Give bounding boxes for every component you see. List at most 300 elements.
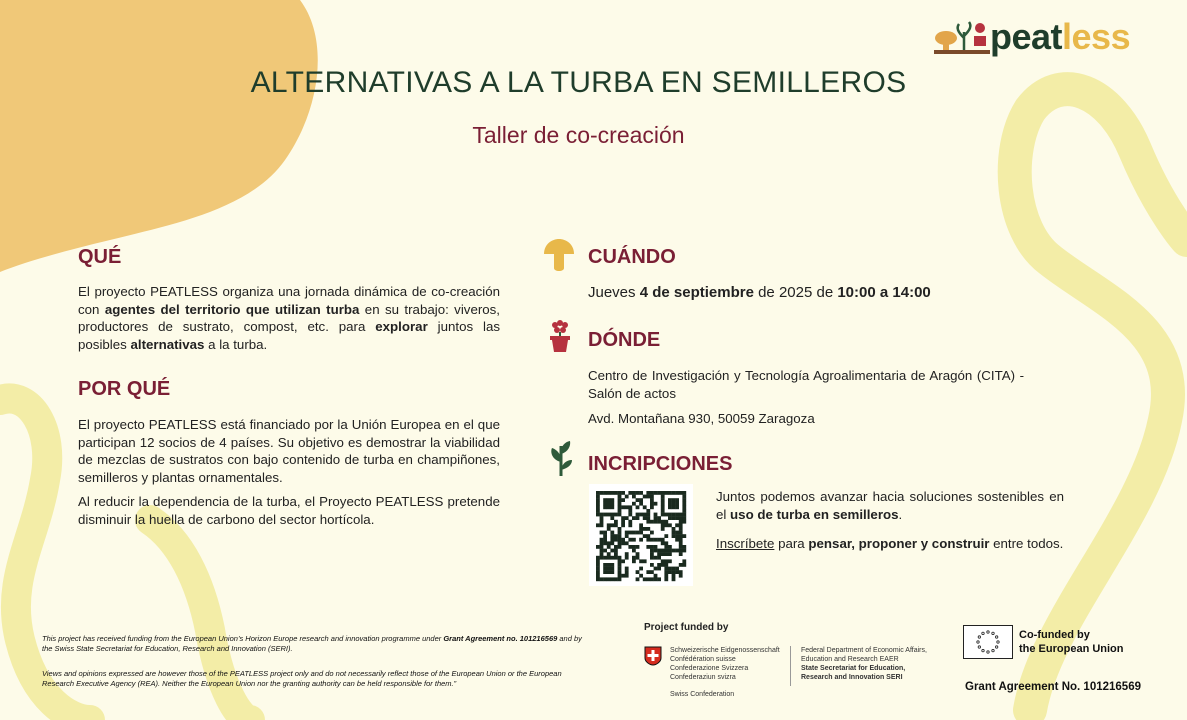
qr-module xyxy=(661,502,665,506)
project-funded-by: Project funded by xyxy=(644,622,729,633)
qr-module xyxy=(679,563,683,567)
qr-module xyxy=(628,538,632,542)
qr-module xyxy=(607,552,611,556)
qr-module xyxy=(636,545,640,549)
qr-module xyxy=(668,549,672,553)
qr-module xyxy=(679,527,683,531)
qr-module xyxy=(618,534,622,538)
qr-module xyxy=(628,505,632,509)
qr-module xyxy=(603,534,607,538)
qr-module xyxy=(675,570,679,574)
qr-module xyxy=(636,570,640,574)
qr-module xyxy=(672,567,676,571)
qr-module xyxy=(603,541,607,545)
qr-module xyxy=(614,549,618,553)
qr-module xyxy=(654,574,658,578)
qr-module xyxy=(664,491,668,495)
qr-module xyxy=(618,559,622,563)
inscripciones-bold-1: uso de turba en semilleros xyxy=(730,506,899,522)
qr-module xyxy=(607,491,611,495)
qr-module xyxy=(664,523,668,527)
qr-module xyxy=(654,520,658,524)
qr-module xyxy=(603,502,607,506)
peatless-logo xyxy=(934,16,1149,60)
qr-module xyxy=(654,516,658,520)
qr-module xyxy=(654,538,658,542)
qr-module xyxy=(596,502,600,506)
funding-grant: Grant Agreement no. 101216569 xyxy=(443,634,558,643)
qr-module xyxy=(610,577,614,581)
qr-module xyxy=(646,570,650,574)
eu-line-2: the European Union xyxy=(1019,643,1124,655)
qr-module xyxy=(621,559,625,563)
qr-module xyxy=(596,559,600,563)
que-bold-2: explorar xyxy=(375,319,428,334)
qr-module xyxy=(661,527,665,531)
qr-module xyxy=(654,577,658,581)
qr-module xyxy=(675,549,679,553)
eaer-department xyxy=(801,646,927,682)
qr-module xyxy=(625,534,629,538)
qr-module xyxy=(672,502,676,506)
qr-module xyxy=(603,498,607,502)
qr-module xyxy=(650,563,654,567)
qr-module xyxy=(625,570,629,574)
dept-line-1: Federal Department of Economic Affairs, xyxy=(801,647,927,654)
qr-module xyxy=(643,495,647,499)
que-text xyxy=(78,283,500,353)
qr-module xyxy=(668,567,672,571)
qr-module xyxy=(661,498,665,502)
qr-module xyxy=(625,552,629,556)
qr-module xyxy=(664,534,668,538)
qr-module xyxy=(621,541,625,545)
qr-module xyxy=(661,541,665,545)
qr-module xyxy=(661,559,665,563)
qr-code-image xyxy=(589,484,693,586)
qr-module xyxy=(668,505,672,509)
qr-module xyxy=(654,549,658,553)
qr-module xyxy=(618,538,622,542)
qr-module xyxy=(614,545,618,549)
qr-module xyxy=(614,538,618,542)
qr-module xyxy=(596,563,600,567)
qr-module xyxy=(596,513,600,517)
qr-module xyxy=(618,495,622,499)
qr-module xyxy=(607,556,611,560)
funding-statement xyxy=(42,634,587,654)
qr-module xyxy=(607,523,611,527)
qr-module xyxy=(661,520,665,524)
porque-heading: POR QUÉ xyxy=(78,378,171,400)
qr-module xyxy=(650,498,654,502)
qr-module xyxy=(607,498,611,502)
qr-module xyxy=(657,556,661,560)
qr-module xyxy=(664,559,668,563)
porque-paragraph-2: Al reducir la dependencia de la turba, el Proyecto PEATLESS pretende disminuir la huella de carbono del sector hortícola. xyxy=(78,494,500,527)
qr-module xyxy=(668,523,672,527)
qr-module xyxy=(621,491,625,495)
qr-module xyxy=(672,574,676,578)
qr-module xyxy=(675,502,679,506)
qr-module xyxy=(668,552,672,556)
funding-text-1: This project has received funding from the European Union’s Horizon Europe research and innovation programme under xyxy=(42,634,444,643)
qr-module xyxy=(646,520,650,524)
qr-module xyxy=(632,556,636,560)
qr-module xyxy=(607,527,611,531)
qr-module xyxy=(682,516,686,520)
donde-heading: DÓNDE xyxy=(588,329,661,351)
qr-module xyxy=(607,545,611,549)
qr-module xyxy=(654,556,658,560)
qr-module xyxy=(636,556,640,560)
qr-module xyxy=(661,495,665,499)
logo-text-less: less xyxy=(1062,16,1131,57)
qr-module xyxy=(664,567,668,571)
qr-module xyxy=(672,577,676,581)
qr-module xyxy=(646,516,650,520)
qr-module xyxy=(668,516,672,520)
qr-module xyxy=(682,534,686,538)
qr-module xyxy=(618,513,622,517)
qr-module xyxy=(639,491,643,495)
qr-module xyxy=(672,491,676,495)
qr-module xyxy=(646,495,650,499)
qr-module xyxy=(621,574,625,578)
qr-module xyxy=(643,516,647,520)
qr-module xyxy=(618,531,622,535)
qr-module xyxy=(636,552,640,556)
cuando-heading: CUÁNDO xyxy=(588,246,676,268)
qr-module xyxy=(657,516,661,520)
porque-paragraph-1: El proyecto PEATLESS está financiado por la Unión Europea en el que participan 12 socios de 4 países. Su objetivo es demostrar la viabilidad de mezclas de sustratos con bajo contenido de turba en champiñones, semilleros y plantas ornamentales. xyxy=(78,417,500,485)
potted-flower-icon xyxy=(548,316,572,354)
qr-module xyxy=(603,567,607,571)
qr-module xyxy=(654,513,658,517)
qr-module xyxy=(657,577,661,581)
qr-module xyxy=(603,538,607,542)
qr-module xyxy=(668,498,672,502)
swiss-flag-icon xyxy=(644,646,662,666)
qr-module xyxy=(607,505,611,509)
cuando-text xyxy=(588,284,931,301)
qr-module xyxy=(596,574,600,578)
qr-module xyxy=(679,570,683,574)
qr-module xyxy=(603,531,607,535)
qr-module xyxy=(596,495,600,499)
qr-module xyxy=(668,513,672,517)
qr-module xyxy=(661,523,665,527)
qr-module xyxy=(607,570,611,574)
qr-module xyxy=(661,491,665,495)
qr-module xyxy=(607,541,611,545)
swiss-confederation: Swiss Confederation xyxy=(670,691,735,698)
qr-module xyxy=(682,491,686,495)
qr-module xyxy=(639,527,643,531)
qr-module xyxy=(610,498,614,502)
donde-address-line-2: Avd. Montañana 930, 50059 Zaragoza xyxy=(588,411,815,426)
qr-module xyxy=(650,531,654,535)
qr-module xyxy=(675,498,679,502)
inscripciones-text-1 xyxy=(716,488,1064,523)
inscripciones-text-2a: para xyxy=(774,536,809,551)
qr-module xyxy=(650,505,654,509)
qr-module xyxy=(639,574,643,578)
qr-module xyxy=(600,538,604,542)
qr-module xyxy=(607,577,611,581)
qr-module xyxy=(661,505,665,509)
swiss-lang-it: Confederazione Svizzera xyxy=(670,665,749,672)
qr-module xyxy=(610,502,614,506)
qr-module xyxy=(643,577,647,581)
qr-module xyxy=(603,491,607,495)
qr-module xyxy=(664,563,668,567)
qr-module xyxy=(636,516,640,520)
qr-module xyxy=(610,570,614,574)
qr-module xyxy=(639,538,643,542)
qr-module xyxy=(636,513,640,517)
qr-module xyxy=(657,538,661,542)
qr-module xyxy=(682,505,686,509)
qr-module xyxy=(679,516,683,520)
qr-module xyxy=(596,505,600,509)
qr-module xyxy=(657,549,661,553)
qr-module xyxy=(618,574,622,578)
qr-module xyxy=(618,563,622,567)
qr-module xyxy=(596,509,600,513)
qr-module xyxy=(650,570,654,574)
qr-module xyxy=(643,559,647,563)
qr-module xyxy=(618,577,622,581)
qr-module xyxy=(679,545,683,549)
qr-module xyxy=(628,491,632,495)
qr-module xyxy=(600,577,604,581)
qr-module xyxy=(625,567,629,571)
qr-module xyxy=(628,509,632,513)
qr-module xyxy=(675,505,679,509)
qr-module xyxy=(661,552,665,556)
qr-module xyxy=(628,513,632,517)
qr-module xyxy=(632,495,636,499)
qr-module xyxy=(650,502,654,506)
qr-module xyxy=(600,516,604,520)
qr-module xyxy=(679,552,683,556)
qr-module xyxy=(618,545,622,549)
qr-module xyxy=(675,516,679,520)
qr-module xyxy=(596,498,600,502)
qr-module xyxy=(650,495,654,499)
qr-module xyxy=(610,556,614,560)
qr-module xyxy=(614,523,618,527)
qr-module xyxy=(618,527,622,531)
qr-module xyxy=(610,563,614,567)
qr-module xyxy=(643,527,647,531)
qr-module xyxy=(668,545,672,549)
seri-line-2: Research and Innovation SERI xyxy=(801,674,903,681)
qr-module xyxy=(664,570,668,574)
qr-module xyxy=(654,567,658,571)
eu-cofunded xyxy=(1019,628,1124,656)
qr-module xyxy=(621,538,625,542)
qr-module xyxy=(661,563,665,567)
qr-module xyxy=(596,577,600,581)
qr-module xyxy=(672,513,676,517)
qr-module xyxy=(618,570,622,574)
qr-module xyxy=(682,495,686,499)
mushroom-icon xyxy=(542,238,576,274)
qr-module xyxy=(610,541,614,545)
qr-module xyxy=(679,513,683,517)
que-bold-1: agentes del territorio que utilizan turba xyxy=(104,301,360,317)
qr-module xyxy=(610,531,614,535)
qr-module xyxy=(607,502,611,506)
qr-module xyxy=(675,538,679,542)
qr-module xyxy=(646,545,650,549)
qr-module xyxy=(603,549,607,553)
qr-module xyxy=(679,574,683,578)
qr-module xyxy=(600,531,604,535)
qr-module xyxy=(618,502,622,506)
qr-module xyxy=(672,505,676,509)
qr-module xyxy=(657,491,661,495)
qr-module xyxy=(664,513,668,517)
cuando-text-2: de 2025 de xyxy=(753,284,838,301)
qr-module xyxy=(675,531,679,535)
inscripciones-text-1b: . xyxy=(898,506,903,522)
qr-module xyxy=(643,513,647,517)
cuando-time: 10:00 a 14:00 xyxy=(837,284,931,301)
qr-module xyxy=(632,516,636,520)
qr-module xyxy=(646,534,650,538)
qr-module xyxy=(639,502,643,506)
eu-flag-icon xyxy=(963,625,1013,659)
que-text-2: en su trabajo: viveros, productores de sustrato, compost, etc. para xyxy=(78,301,500,334)
que-bold-3: alternativas xyxy=(130,336,205,352)
qr-module xyxy=(672,570,676,574)
qr-module xyxy=(625,531,629,535)
inscripciones-text-2b: entre todos. xyxy=(989,536,1064,551)
qr-module xyxy=(632,538,636,542)
qr-module xyxy=(610,491,614,495)
qr-module xyxy=(679,538,683,542)
qr-module xyxy=(632,531,636,535)
qr-module xyxy=(603,577,607,581)
qr-code[interactable] xyxy=(589,484,693,586)
qr-module xyxy=(650,538,654,542)
qr-module xyxy=(600,520,604,524)
swiss-lang-rm: Confederaziun svizra xyxy=(670,674,736,681)
qr-module xyxy=(614,552,618,556)
qr-module xyxy=(646,527,650,531)
qr-module xyxy=(657,520,661,524)
logo-plants-icon xyxy=(934,18,990,56)
qr-module xyxy=(607,563,611,567)
qr-module xyxy=(614,556,618,560)
qr-module xyxy=(639,559,643,563)
qr-module xyxy=(682,545,686,549)
qr-module xyxy=(618,567,622,571)
qr-module xyxy=(610,549,614,553)
qr-module xyxy=(603,505,607,509)
qr-module xyxy=(600,549,604,553)
bottom-swirl xyxy=(150,520,250,720)
qr-module xyxy=(621,520,625,524)
qr-module xyxy=(682,549,686,553)
qr-module xyxy=(632,545,636,549)
inscripciones-bold-2: pensar, proponer y construir xyxy=(808,536,990,551)
qr-module xyxy=(639,498,643,502)
page-title: ALTERNATIVAS A LA TURBA EN SEMILLEROS xyxy=(250,66,907,99)
inscripciones-text-2 xyxy=(716,535,1064,553)
qr-module xyxy=(682,509,686,513)
qr-module xyxy=(603,556,607,560)
que-text-1: El proyecto PEATLESS organiza una jornada dinámica de co-creación con xyxy=(78,284,500,317)
qr-module xyxy=(672,549,676,553)
qr-module xyxy=(596,570,600,574)
qr-module xyxy=(600,552,604,556)
dept-line-2: Education and Research EAER xyxy=(801,656,899,663)
qr-module xyxy=(625,556,629,560)
qr-module xyxy=(625,516,629,520)
qr-module xyxy=(682,502,686,506)
qr-module xyxy=(672,498,676,502)
qr-module xyxy=(646,538,650,542)
qr-module xyxy=(600,523,604,527)
qr-module xyxy=(643,505,647,509)
donde-address-line-1: Centro de Investigación y Tecnología Agroalimentaria de Aragón (CITA) - Salón de actos xyxy=(588,368,1024,401)
qr-module xyxy=(632,491,636,495)
qr-module xyxy=(625,574,629,578)
right-swirl xyxy=(1015,89,1187,710)
seri-line-1: State Secretariat for Education, xyxy=(801,665,906,672)
qr-module xyxy=(654,502,658,506)
disclaimer: Views and opinions expressed are however those of the PEATLESS project only and do not necessarily reflect those of the European Union or the European Research Executive Agency (REA). Neither the European Union nor the granting authority can be held responsible for them.” xyxy=(42,669,562,688)
qr-module xyxy=(610,505,614,509)
qr-module xyxy=(682,513,686,517)
qr-module xyxy=(664,574,668,578)
qr-module xyxy=(650,549,654,553)
qr-module xyxy=(675,513,679,517)
qr-module xyxy=(679,541,683,545)
qr-module xyxy=(625,495,629,499)
qr-module xyxy=(636,505,640,509)
qr-module xyxy=(618,491,622,495)
qr-module xyxy=(672,534,676,538)
qr-module xyxy=(679,520,683,524)
eu-line-1: Co-funded by xyxy=(1019,629,1090,641)
qr-module xyxy=(650,577,654,581)
qr-module xyxy=(679,534,683,538)
inscribete-link[interactable]: Inscríbete xyxy=(716,536,775,551)
qr-module xyxy=(628,531,632,535)
qr-module xyxy=(610,516,614,520)
qr-module xyxy=(596,523,600,527)
qr-module xyxy=(664,545,668,549)
qr-module xyxy=(668,491,672,495)
qr-module xyxy=(657,552,661,556)
qr-module xyxy=(679,549,683,553)
qr-module xyxy=(621,498,625,502)
qr-module xyxy=(646,509,650,513)
qr-module xyxy=(607,513,611,517)
cuando-date: 4 de septiembre xyxy=(639,284,754,301)
page-subtitle: Taller de co-creación xyxy=(472,122,685,148)
qr-module xyxy=(614,491,618,495)
qr-module xyxy=(675,534,679,538)
qr-module xyxy=(672,527,676,531)
qr-module xyxy=(600,491,604,495)
qr-module xyxy=(675,523,679,527)
